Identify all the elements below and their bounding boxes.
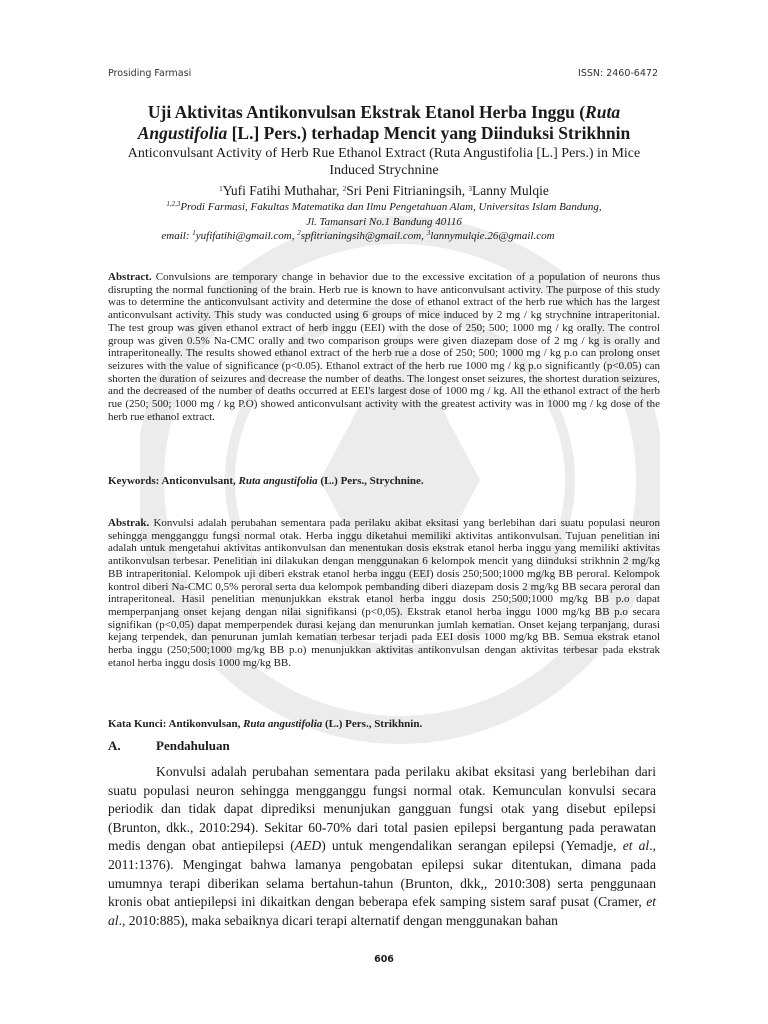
paper-subtitle: Anticonvulsant Activity of Herb Rue Ethanol Extract (Ruta Angustifolia [L.] Pers.) in Mice Induced Strychnine [127, 146, 641, 178]
abstract-english: Abstract. Convulsions are temporary change in behavior due to the excessive excitation of a population of neurons thus disrupting the normal functioning of the brain. Herb rue is known to have anticonvulsant activity. The purpose of this study was to determine the anticonvulsant activity and determine the dose of ethanol extract of the herb rue which has the largest anticonvulsant activity. This study was conducted using 6 groups of mice induced by 2 mg / kg strychnine intraperitonial. The test group was given ethanol extract of herb inggu (EEI) with the dose of 250; 500; 1000 mg / kg orally. The control group was given 0.5% Na-CMC orally and two comparison groups were given diazepam dose of 2 mg / kg is orally and intraperitoneally. The results showed ethanol extract of the herb rue a dose of 250; 500; 1000 mg / kg p.o can prolong onset seizures with the value of significance (p<0.05). Ethanol extract of the herb rue 1000 mg / kg p.o significantly (p<0.05) can shorten the duration of seizures and decrease the number of deaths. The longest onset seizures, the shortest duration seizures, and the decreased of the number of deaths occurred at EEI's largest dose of 1000 mg / kg. All the ethanol extract of the herb rue (250; 500; 1000 mg / kg P.O) showed anticonvulsant activity with the greatest activity was in 1000 mg / kg dose of the herb rue ethanol extract. [108, 271, 660, 423]
abstract-indonesian: Abstrak. Konvulsi adalah perubahan sementara pada perilaku akibat eksitasi yang berlebihan dari suatu populasi neuron sehingga mengganggu fungsi normal otak. Herba inggu diketahui memiliki aktivitas antikonvulsan. Tujuan penelitian ini adalah untuk mengetahui aktivitas antikonvulsan dan menentukan dosis ekstrak etanol herba inggu yang memiliki aktivitas antikonvulsan terbesar. Penelitian ini dilakukan dengan menggunakan 6 kelompok mencit yang diinduksi strikhnin 2 mg/kg BB intraperitonial. Kelompok uji diberi ekstrak etanol herba inggu (EEI) dosis 250;500;1000 mg/kg BB peroral. Kelompok kontrol diberi Na-CMC 0,5% peroral serta dua kelompok pembanding diberi diazepam dosis 2 mg/kg BB secara peroral dan intraperitoneal. Hasil penelitian menunjukkan ekstrak etanol herba inggu dosis 250;500;1000 mg/kg BB p.o dapat memperpanjang onset kejang dengan nilai signifikansi (p<0,05). Ekstrak etanol herba inggu 1000 mg/kg BB p.o secara signifikan (p<0,05) dapat memperpendek durasi kejang dan menurunkan jumlah kematian. Onset kejang terpanjang, durasi kejang terpendek, dan penurunan jumlah kematian terbesar terjadi pada EEI dosis 1000 mg/kg BB. Semua ekstrak etanol herba inggu (250;500;1000 mg/kg BB p.o) menunjukkan aktivitas antikonvulsan dengan aktivitas terbesar pada ekstrak etanol herba inggu dosis 1000 mg/kg BB. [108, 517, 660, 669]
paper-title: Uji Aktivitas Antikonvulsan Ekstrak Etanol Herba Inggu (Ruta Angustifolia [L.] Pers.) terhadap Mencit yang Diinduksi Strikhnin [137, 102, 631, 143]
running-header [108, 68, 658, 79]
keywords-indonesian: Kata Kunci: Antikonvulsan, Ruta angustifolia (L.) Pers., Strikhnin. [108, 718, 423, 730]
journal-name: Prosiding Farmasi [108, 68, 192, 79]
affiliation: $^{1,2,3}$Prodi Farmasi, Fakultas Matematika dan Ilmu Pengetahuan Alam, Universitas Islam Bandung, Jl. Tamansari No.1 Bandung 40116 [166, 200, 602, 228]
section-heading: A. Pendahuluan [108, 738, 230, 753]
body-paragraph: Konvulsi adalah perubahan sementara pada perilaku akibat eksitasi yang berlebihan dari suatu populasi neuron sehingga mengganggu fungsi normal otak. Kemunculan konvulsi secara periodik dan tidak dapat diprediksi menunjukan gangguan fungsi otak yang disebut epilepsi (Brunton, dkk., 2010:294). Sekitar 60-70% dari total pasien epilepsi bergantung pada perawatan medis dengan obat antiepilepsi (AED) untuk mengendalikan serangan epilepsi (Yemadje, et al., 2011:1376). Mengingat bahwa lamanya pengobatan epilepsi sukar ditentukan, dimana pada umumnya terapi diberikan selama bertahun-tahun (Brunton, dkk,, 2010:308) serta penggunaan kronis obat antiepilepsi ini dikaitkan dengan beberapa efek samping sistem saraf pusat (Cramer, et al., 2010:885), maka sebaiknya dicari terapi alternatif dengan menggunakan bahan [108, 764, 656, 928]
author-emails: email: $^1$yufifatihi@gmail.com, $^2$spfitrianingsih@gmail.com, $^3$lannymulqie.26@gmail.com [161, 229, 555, 242]
issn: ISSN: 2460-6472 [578, 68, 658, 79]
page-number: 606 [374, 954, 394, 965]
keywords-english: Keywords: Anticonvulsant, Ruta angustifolia (L.) Pers., Strychnine. [108, 475, 424, 487]
author-list: $^1$Yufi Fatihi Muthahar, $^2$Sri Peni Fitrianingsih, $^3$Lanny Mulqie [219, 183, 549, 198]
